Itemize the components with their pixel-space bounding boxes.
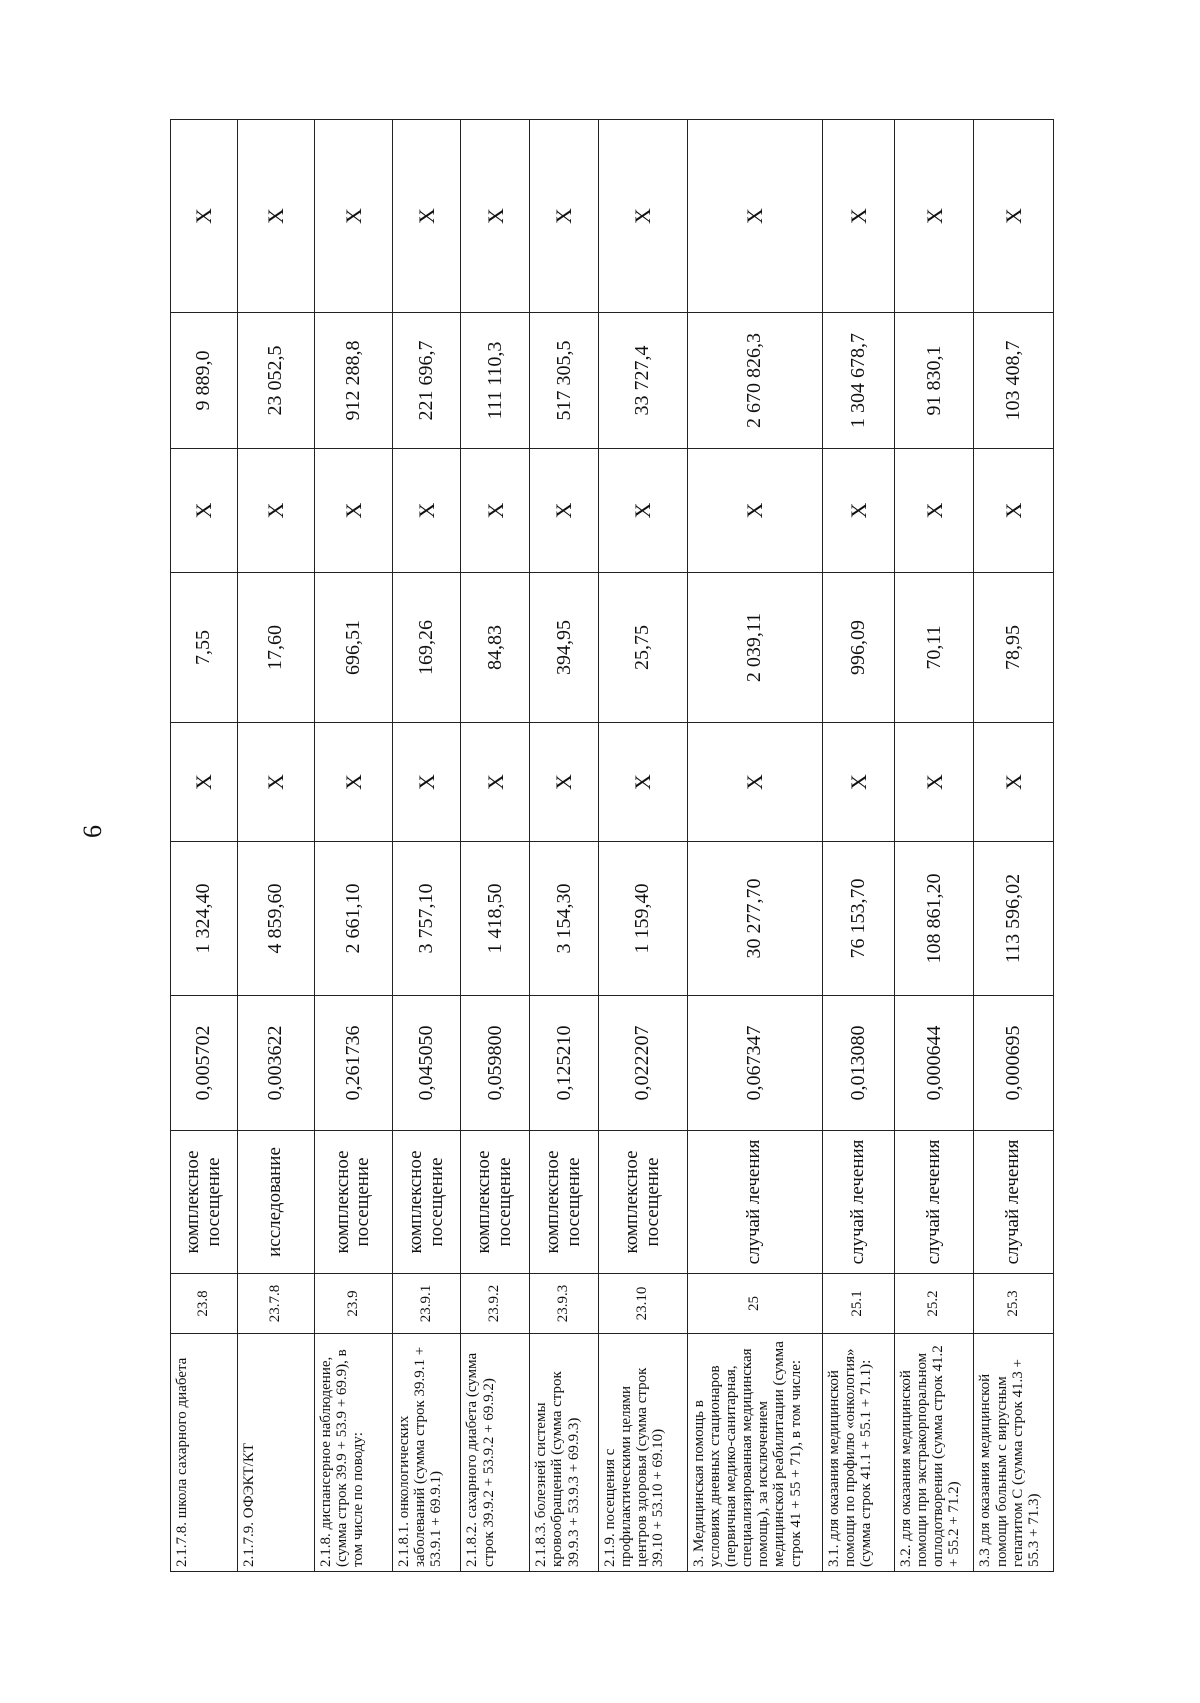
row-cost: 3 154,30 [530, 842, 599, 996]
row-x-2: Х [392, 449, 461, 573]
row-unit: комплексное посещение [392, 1131, 461, 1274]
row-norm: 0,125210 [530, 996, 599, 1131]
row-per-capita: 2 039,11 [687, 573, 822, 723]
table-row [315, 120, 393, 1572]
row-norm: 0,013080 [822, 996, 894, 1131]
row-x-2: Х [894, 449, 974, 573]
row-name: 2.1.8.1. онкологических заболеваний (сумма строк 39.9.1 + 53.9.1 + 69.9.1) [392, 1334, 461, 1572]
row-cost: 108 861,20 [894, 842, 974, 996]
row-x-2: Х [237, 449, 315, 573]
row-unit: комплексное посещение [315, 1131, 393, 1274]
row-name: 2.1.9. посещения с профилактическими целями центров здоровья (сумма строк 39.10 + 53.10 + 69.10) [598, 1334, 687, 1572]
row-norm: 0,059800 [461, 996, 530, 1131]
page-number: 6 [78, 825, 107, 838]
row-cost: 2 661,10 [315, 842, 393, 996]
row-name: 3.2. для оказания медицинской помощи при экстракорпоральном оплодотворении (сумма строк 41.2 + 55.2 + 71.2) [894, 1334, 974, 1572]
row-total: 9 889,0 [171, 313, 238, 449]
row-unit: комплексное посещение [530, 1131, 599, 1274]
row-x-2: Х [530, 449, 599, 573]
table-row [392, 120, 461, 1572]
row-norm: 0,003622 [237, 996, 315, 1131]
table-row [237, 120, 315, 1572]
data-table-rotated [170, 120, 1054, 1572]
data-table [170, 119, 1054, 1572]
row-norm: 0,000644 [894, 996, 974, 1131]
row-code: 23.10 [598, 1274, 687, 1334]
row-x-2: Х [822, 449, 894, 573]
row-per-capita: 70,11 [894, 573, 974, 723]
row-name: 3.3 для оказания медицинской помощи больным с вирусным гепатитом С (сумма строк 41.3 + 55.3 + 71.3) [974, 1334, 1054, 1572]
row-x-2: Х [315, 449, 393, 573]
row-total: 103 408,7 [974, 313, 1054, 449]
row-code: 23.8 [171, 1274, 238, 1334]
row-x-3: Х [687, 120, 822, 313]
table-row [530, 120, 599, 1572]
table-row [822, 120, 894, 1572]
row-total: 912 288,8 [315, 313, 393, 449]
row-per-capita: 996,09 [822, 573, 894, 723]
row-cost: 1 418,50 [461, 842, 530, 996]
row-total: 111 110,3 [461, 313, 530, 449]
row-cost: 30 277,70 [687, 842, 822, 996]
row-x-1: Х [894, 723, 974, 842]
row-per-capita: 17,60 [237, 573, 315, 723]
row-per-capita: 696,51 [315, 573, 393, 723]
row-x-2: Х [461, 449, 530, 573]
row-x-1: Х [461, 723, 530, 842]
row-name: 2.1.7.8. школа сахарного диабета [171, 1334, 238, 1572]
row-unit: комплексное посещение [171, 1131, 238, 1274]
table-row [171, 120, 238, 1572]
row-code: 25.1 [822, 1274, 894, 1334]
row-x-3: Х [530, 120, 599, 313]
row-code: 23.9.1 [392, 1274, 461, 1334]
row-per-capita: 78,95 [974, 573, 1054, 723]
table-row [461, 120, 530, 1572]
row-x-3: Х [392, 120, 461, 313]
row-x-1: Х [822, 723, 894, 842]
row-x-2: Х [598, 449, 687, 573]
row-cost: 4 859,60 [237, 842, 315, 996]
row-total: 2 670 826,3 [687, 313, 822, 449]
table-row [598, 120, 687, 1572]
row-norm: 0,067347 [687, 996, 822, 1131]
row-name: 2.1.7.9. ОФЭКТ/КТ [237, 1334, 315, 1572]
row-per-capita: 169,26 [392, 573, 461, 723]
row-x-2: Х [171, 449, 238, 573]
row-norm: 0,005702 [171, 996, 238, 1131]
row-norm: 0,261736 [315, 996, 393, 1131]
row-unit: комплексное посещение [461, 1131, 530, 1274]
row-x-2: Х [974, 449, 1054, 573]
row-norm: 0,000695 [974, 996, 1054, 1131]
row-x-1: Х [315, 723, 393, 842]
row-total: 1 304 678,7 [822, 313, 894, 449]
row-x-3: Х [237, 120, 315, 313]
row-cost: 1 324,40 [171, 842, 238, 996]
row-x-1: Х [237, 723, 315, 842]
row-unit: случай лечения [822, 1131, 894, 1274]
row-code: 23.9.2 [461, 1274, 530, 1334]
row-x-1: Х [974, 723, 1054, 842]
row-code: 23.7.8 [237, 1274, 315, 1334]
row-cost: 3 757,10 [392, 842, 461, 996]
row-x-3: Х [598, 120, 687, 313]
row-code: 25.2 [894, 1274, 974, 1334]
row-cost: 1 159,40 [598, 842, 687, 996]
row-x-3: Х [822, 120, 894, 313]
row-name: 2.1.8.2. сахарного диабета (сумма строк 39.9.2 + 53.9.2 + 69.9.2) [461, 1334, 530, 1572]
row-cost: 76 153,70 [822, 842, 894, 996]
row-code: 25 [687, 1274, 822, 1334]
row-x-2: Х [687, 449, 822, 573]
row-x-3: Х [461, 120, 530, 313]
row-per-capita: 25,75 [598, 573, 687, 723]
row-name: 2.1.8. диспансерное наблюдение, (сумма строк 39.9 + 53.9 + 69.9), в том числе по поводу: [315, 1334, 393, 1572]
row-x-1: Х [687, 723, 822, 842]
row-total: 33 727,4 [598, 313, 687, 449]
row-x-3: Х [974, 120, 1054, 313]
row-x-3: Х [894, 120, 974, 313]
row-x-3: Х [315, 120, 393, 313]
row-total: 221 696,7 [392, 313, 461, 449]
row-code: 23.9.3 [530, 1274, 599, 1334]
table-row [974, 120, 1054, 1572]
row-total: 91 830,1 [894, 313, 974, 449]
row-total: 517 305,5 [530, 313, 599, 449]
row-code: 25.3 [974, 1274, 1054, 1334]
row-code: 23.9 [315, 1274, 393, 1334]
row-unit: случай лечения [894, 1131, 974, 1274]
row-name: 2.1.8.3. болезней системы кровообращений (сумма строк 39.9.3 + 53.9.3 + 69.9.3) [530, 1334, 599, 1572]
row-unit: случай лечения [974, 1131, 1054, 1274]
row-unit: исследование [237, 1131, 315, 1274]
table-row [894, 120, 974, 1572]
table-row [687, 120, 822, 1572]
row-total: 23 052,5 [237, 313, 315, 449]
row-per-capita: 84,83 [461, 573, 530, 723]
row-x-1: Х [530, 723, 599, 842]
row-x-1: Х [392, 723, 461, 842]
row-name: 3. Медицинская помощь в условиях дневных стационаров (первичная медико-санитарная, специализированная медицинская помощь), за исключением медицинской реабилитации (сумма строк 41 + 55 + 71), в том числе: [687, 1334, 822, 1572]
row-x-1: Х [598, 723, 687, 842]
row-unit: комплексное посещение [598, 1131, 687, 1274]
table-body [171, 120, 1054, 1572]
row-per-capita: 7,55 [171, 573, 238, 723]
row-norm: 0,045050 [392, 996, 461, 1131]
row-x-3: Х [171, 120, 238, 313]
row-name: 3.1. для оказания медицинской помощи по профилю «онкология» (сумма строк 41.1 + 55.1 + 71.1): [822, 1334, 894, 1572]
row-per-capita: 394,95 [530, 573, 599, 723]
row-unit: случай лечения [687, 1131, 822, 1274]
row-x-1: Х [171, 723, 238, 842]
row-norm: 0,022207 [598, 996, 687, 1131]
row-cost: 113 596,02 [974, 842, 1054, 996]
